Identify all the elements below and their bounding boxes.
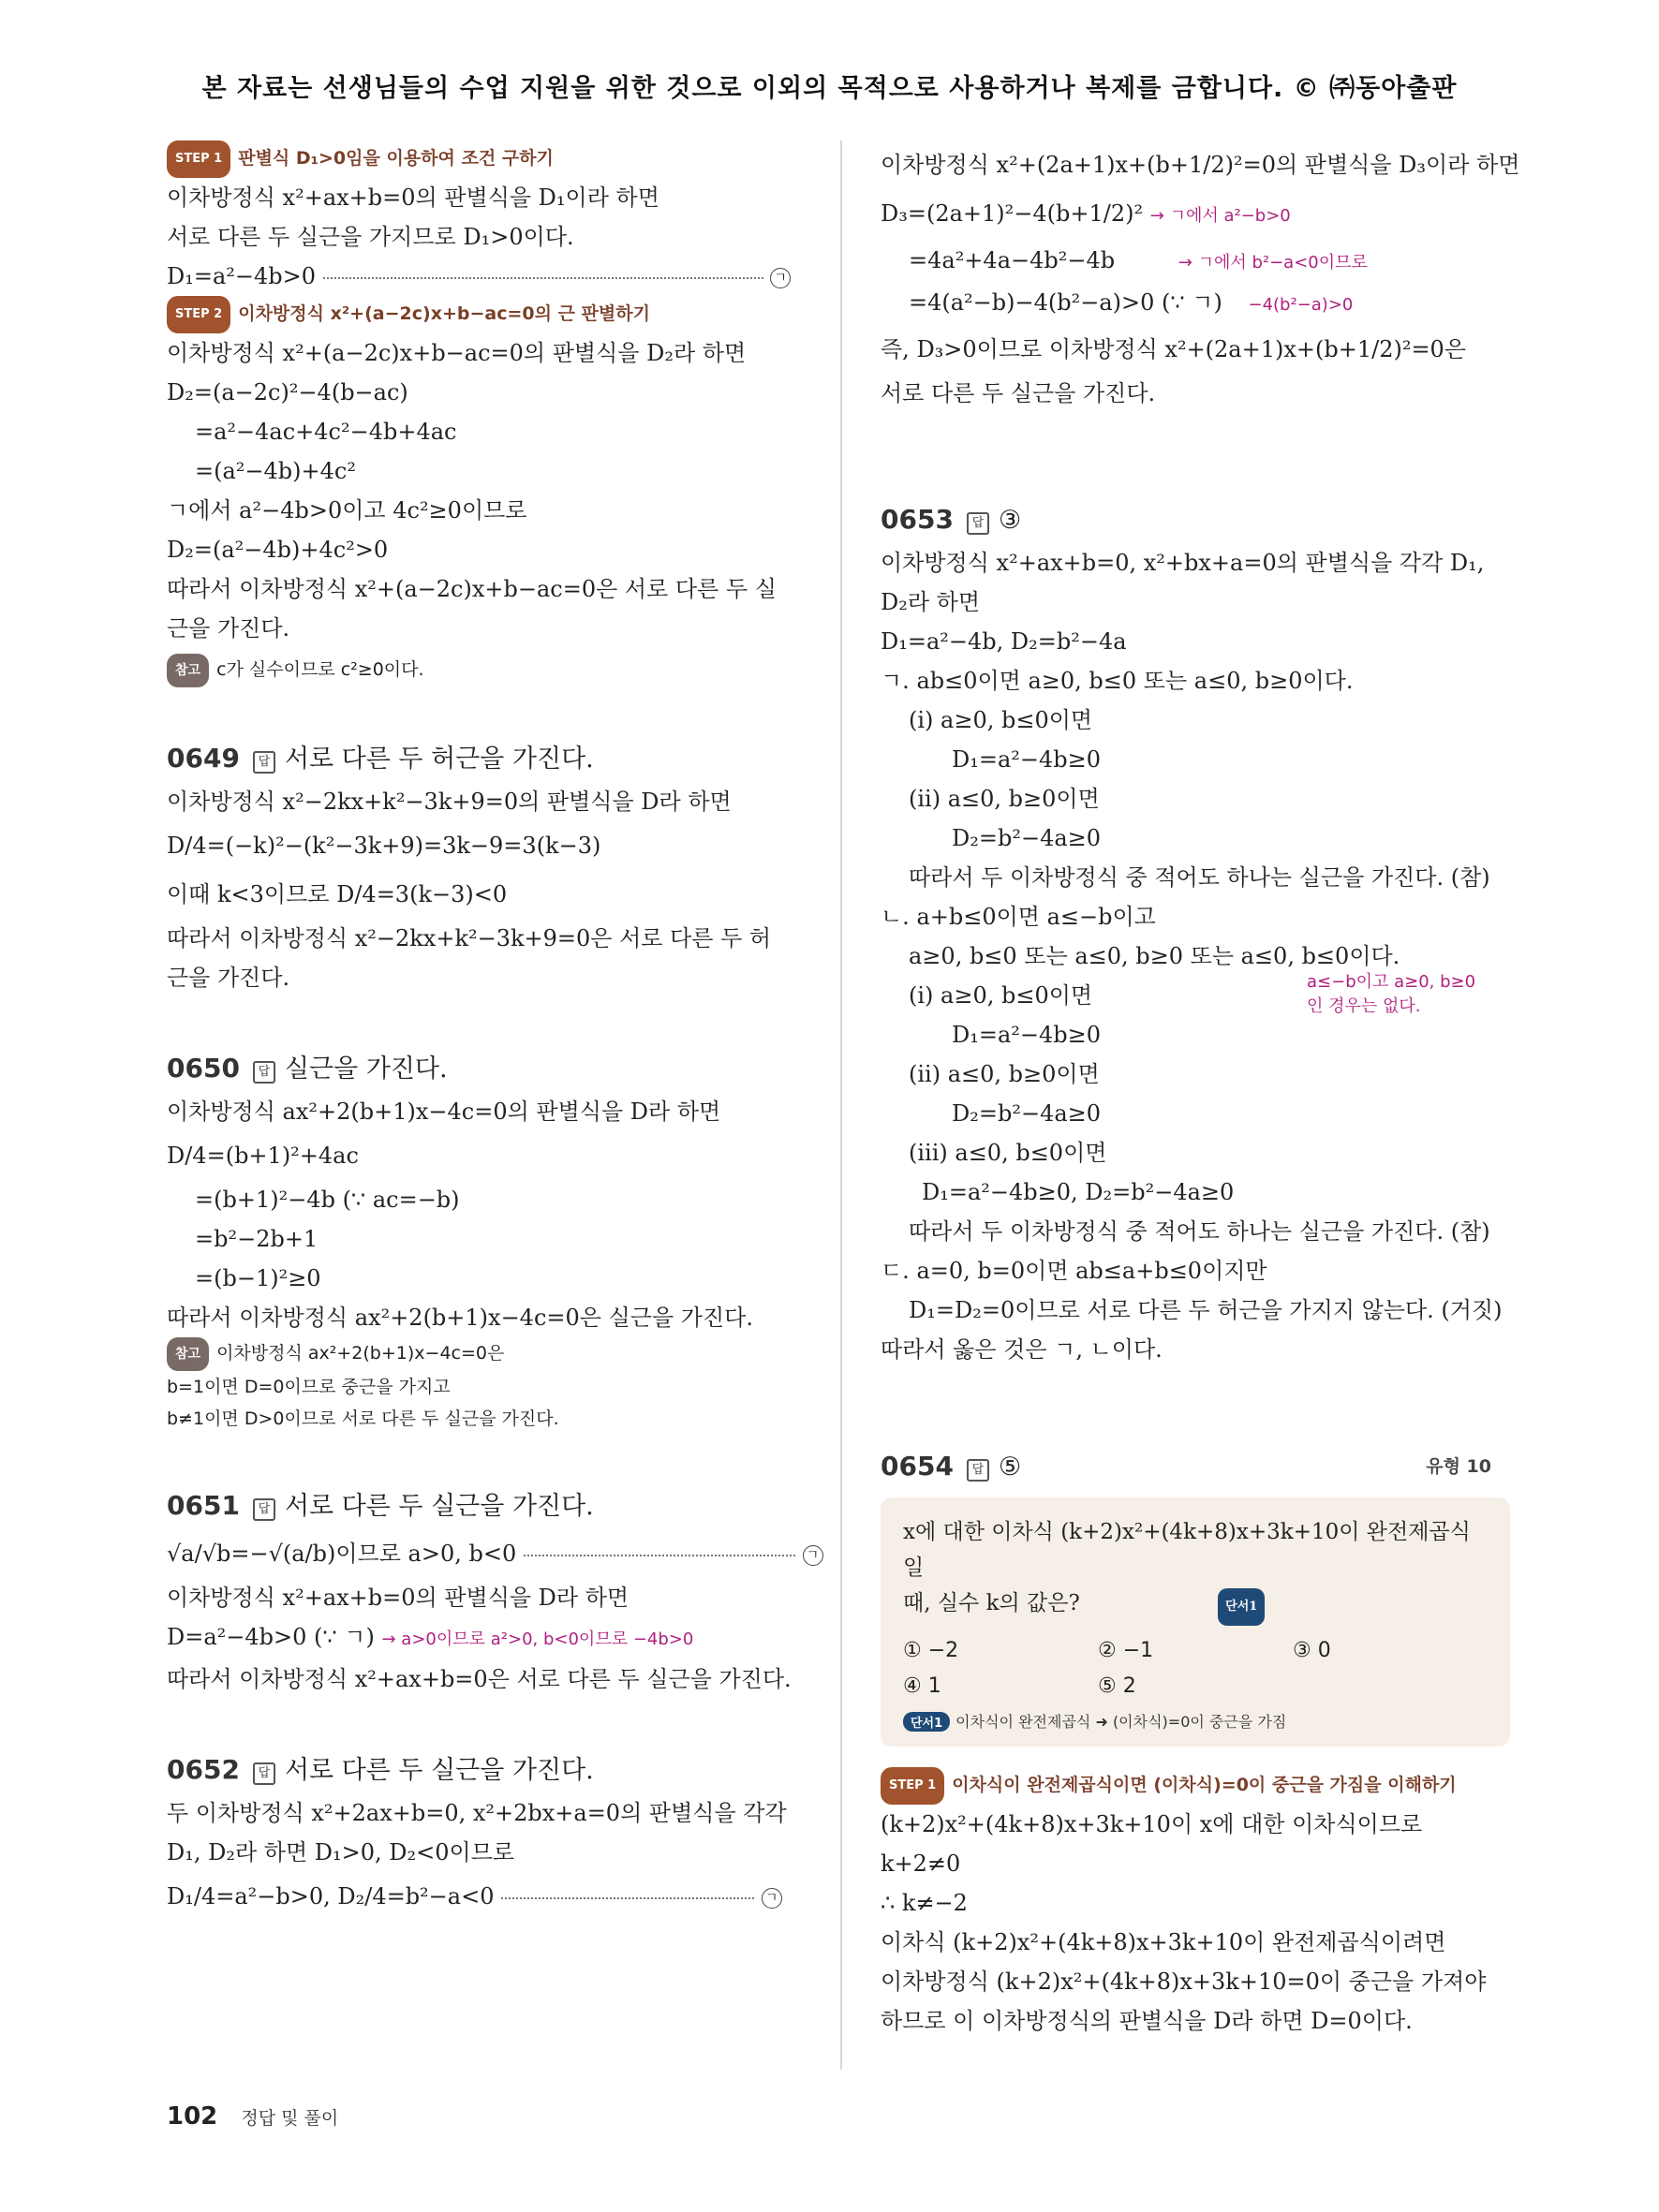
- reference-note-line: b≠1이면 D>0이므로 서로 다른 두 실근을 가진다.: [167, 1408, 559, 1429]
- eq-line: k+2≠0: [881, 1851, 961, 1877]
- eq-line: D₂=b²−4a≥0: [952, 1100, 1102, 1127]
- text-line: (ii) a≤0, b≥0이면: [909, 786, 1100, 812]
- text-line: 즉, D₃>0이므로 이차방정식 x²+(2a+1)x+(b+1/2)²=0은: [881, 336, 1467, 362]
- eq-line: √a/√b=−√(a/b)이므로 a>0, b<0 ㄱ: [167, 1529, 804, 1578]
- question-box: [881, 1497, 1510, 1747]
- text-line: 따라서 이차방정식 x²−2kx+k²−3k+9=0은 서로 다른 두 허: [167, 925, 772, 951]
- option: ④ 1: [903, 1674, 941, 1698]
- text-line: 이차방정식 (k+2)x²+(4k+8)x+3k+10=0이 중근을 가져야: [881, 1969, 1487, 1995]
- eq-line: D₂=(a²−4b)+4c²>0: [167, 537, 389, 563]
- magenta-annotation: → ㄱ에서 a²−b>0: [1149, 206, 1291, 226]
- left-column: [167, 140, 820, 1921]
- question-text: x에 대한 이차식 (k+2)x²+(4k+8)x+3k+10이 완전제곱식일: [903, 1520, 1471, 1580]
- eq-line: D=a²−4b>0 (∵ ㄱ) → a>0이므로 a²>0, b<0이므로 −4b>0: [167, 1624, 694, 1650]
- problem-0654-heading: 0654 답 ⑤ 유형 10: [881, 1444, 1510, 1490]
- text-line: ㄱ에서 a²−4b>0이고 4c²≥0이므로: [167, 497, 527, 524]
- eq-line: D₁=a²−4b≥0, D₂=b²−4a≥0: [922, 1179, 1235, 1205]
- eq-line: =4a²+4a−4b²−4b → ㄱ에서 b²−a<0이므로: [909, 247, 1368, 273]
- answer-icon: 답: [253, 1762, 275, 1785]
- right-column: [881, 140, 1520, 2041]
- text-line: 이차식 (k+2)x²+(4k+8)x+3k+10이 완전제곱식이려면: [881, 1929, 1446, 1955]
- column-divider: [840, 140, 842, 2070]
- problem-0650-heading: 0650 답 실근을 가진다.: [167, 1053, 448, 1084]
- text-line: 이차방정식 x²+ax+b=0의 판별식을 D₁이라 하면: [167, 184, 659, 211]
- magenta-annotation: −4(b²−a)>0: [1248, 295, 1354, 315]
- step-badge: STEP 1: [881, 1767, 944, 1805]
- type-tag: 유형 10: [1426, 1456, 1491, 1477]
- eq-line: ∴ k≠−2: [881, 1890, 968, 1916]
- eq-line: D₁=a²−4b≥0: [952, 1022, 1102, 1048]
- text-line: 서로 다른 두 실근을 가진다.: [881, 380, 1156, 406]
- options-row: [903, 1633, 1488, 1669]
- eq-line: =a²−4ac+4c²−4b+4ac: [195, 419, 457, 445]
- text-line: 따라서 두 이차방정식 중 적어도 하나는 실근을 가진다. (참): [909, 1218, 1490, 1245]
- problem-0653-heading: 0653 답 ③: [881, 504, 1022, 535]
- text-line: (i) a≥0, b≤0이면 a≤−b이고 a≥0, b≥0 인 경우는 없다.: [881, 976, 1510, 1015]
- eq-line: D₂=b²−4a≥0: [952, 825, 1102, 851]
- eq-line: =(b−1)²≥0: [195, 1265, 321, 1291]
- step1-heading: STEP 1 이차식이 완전제곱식이면 (이차식)=0이 중근을 가짐을 이해하기: [881, 1767, 1510, 1805]
- magenta-annotation: 인 경우는 없다.: [1307, 996, 1421, 1016]
- text-line: 이차방정식 x²+(a−2c)x+b−ac=0의 판별식을 D₂라 하면: [167, 340, 747, 366]
- text-line: 따라서 이차방정식 x²+ax+b=0은 서로 다른 두 실근을 가진다.: [167, 1666, 792, 1692]
- eq-line: D₁=a²−4b, D₂=b²−4a: [881, 628, 1127, 655]
- circle-g-marker: ㄱ: [762, 1888, 782, 1909]
- text-line: (i) a≥0, b≤0이면: [909, 707, 1093, 733]
- question-text: 때, 실수 k의 값은? 단서1: [903, 1585, 1488, 1626]
- eq-line: D/4=(b+1)²+4ac: [167, 1143, 359, 1169]
- eq-line: =(a²−4b)+4c²: [195, 458, 356, 484]
- text-line: D₁=D₂=0이므로 서로 다른 두 허근을 가지지 않는다. (거짓): [909, 1297, 1503, 1323]
- problem-0652-heading: 0652 답 서로 다른 두 실근을 가진다.: [167, 1754, 594, 1785]
- option: ① −2: [903, 1639, 959, 1662]
- circle-g-marker: ㄱ: [803, 1545, 823, 1566]
- eq-line: D₃=(2a+1)²−4(b+1/2)² → ㄱ에서 a²−b>0: [881, 200, 1291, 227]
- page-footer: [167, 2102, 338, 2131]
- reference-note: 참고 이차방정식 ax²+2(b+1)x−4c=0은: [167, 1337, 804, 1371]
- text-line: ㄴ. a+b≤0이면 a≤−b이고: [881, 904, 1156, 930]
- option: ② −1: [1098, 1639, 1154, 1662]
- text-line: 따라서 두 이차방정식 중 적어도 하나는 실근을 가진다. (참): [909, 864, 1490, 891]
- magenta-annotation: → ㄱ에서 b²−a<0이므로: [1178, 253, 1368, 273]
- page-number: 102: [167, 2102, 218, 2131]
- eq-line: D/4=(−k)²−(k²−3k+9)=3k−9=3(k−3): [167, 833, 601, 859]
- problem-0649-heading: 0649 답 서로 다른 두 허근을 가진다.: [167, 743, 594, 774]
- text-line: 따라서 옳은 것은 ㄱ, ㄴ이다.: [881, 1336, 1163, 1363]
- reference-note: 참고 c가 실수이므로 c²≥0이다.: [167, 654, 804, 687]
- text-line: 이차방정식 x²+ax+b=0, x²+bx+a=0의 판별식을 각각 D₁,: [881, 550, 1485, 576]
- eq-line: 이때 k<3이므로 D/4=3(k−3)<0: [167, 881, 508, 907]
- eq-line: D₁=a²−4b≥0: [952, 746, 1102, 773]
- text-line: 두 이차방정식 x²+2ax+b=0, x²+2bx+a=0의 판별식을 각각: [167, 1800, 787, 1826]
- answer-icon: 답: [253, 1061, 275, 1084]
- step-badge: STEP 1: [167, 140, 230, 178]
- text-line: (ii) a≤0, b≥0이면: [909, 1061, 1100, 1087]
- copyright-header: 본 자료는 선생님들의 수업 지원을 위한 것으로 이외의 목적으로 사용하거나 복제를 금합니다. © ㈜동아출판: [201, 74, 1458, 103]
- text-line: a≥0, b≤0 또는 a≤0, b≥0 또는 a≤0, b≤0이다.: [909, 943, 1400, 969]
- text-line: 따라서 이차방정식 ax²+2(b+1)x−4c=0은 실근을 가진다.: [167, 1305, 753, 1331]
- step2-heading: STEP 2 이차방정식 x²+(a−2c)x+b−ac=0의 근 판별하기: [167, 296, 804, 333]
- magenta-annotation: → a>0이므로 a²>0, b<0이므로 −4b>0: [381, 1630, 694, 1649]
- reference-note-line: b=1이면 D=0이므로 중근을 가지고: [167, 1377, 451, 1397]
- footer-title: 정답 및 풀이: [241, 2108, 339, 2129]
- step-badge: STEP 2: [167, 296, 230, 333]
- circle-g-marker: ㄱ: [770, 268, 791, 288]
- text-line: (k+2)x²+(4k+8)x+3k+10이 x에 대한 이차식이므로: [881, 1811, 1423, 1837]
- text-line: 이차방정식 x²+ax+b=0의 판별식을 D라 하면: [167, 1585, 630, 1611]
- text-line: 따라서 이차방정식 x²+(a−2c)x+b−ac=0은 서로 다른 두 실: [167, 576, 777, 602]
- text-line: 근을 가진다.: [167, 615, 290, 641]
- answer-icon: 답: [967, 512, 989, 535]
- eq-line: =4(a²−b)−4(b²−a)>0 (∵ ㄱ) −4(b²−a)>0: [909, 289, 1354, 316]
- step1-heading: STEP 1 판별식 D₁>0임을 이용하여 조건 구하기: [167, 140, 804, 178]
- text-line: D₂라 하면: [881, 589, 981, 615]
- eq-line: D₁=a²−4b>0 ㄱ: [167, 257, 804, 296]
- option: ③ 0: [1293, 1639, 1331, 1662]
- clue-tag: 단서1: [1218, 1588, 1265, 1626]
- magenta-annotation: a≤−b이고 a≥0, b≥0: [1307, 972, 1476, 992]
- answer-icon: 답: [253, 751, 275, 774]
- clue-line: 단서1 이차식이 완전제곱식 ➜ (이차식)=0이 중근을 가짐: [903, 1710, 1488, 1732]
- text-line: 하므로 이 이차방정식의 판별식을 D라 하면 D=0이다.: [881, 2008, 1413, 2034]
- answer-icon: 답: [967, 1459, 989, 1482]
- option: ⑤ 2: [1098, 1674, 1136, 1698]
- eq-line: =b²−2b+1: [195, 1226, 318, 1252]
- eq-line: =(b+1)²−4b (∵ ac=−b): [195, 1187, 460, 1213]
- eq-line: D₂=(a−2c)²−4(b−ac): [167, 379, 408, 406]
- answer-icon: 답: [253, 1498, 275, 1521]
- text-line: D₁, D₂라 하면 D₁>0, D₂<0이므로: [167, 1839, 515, 1865]
- text-line: ㄱ. ab≤0이면 a≥0, b≤0 또는 a≤0, b≥0이다.: [881, 668, 1354, 694]
- text-line: ㄷ. a=0, b=0이면 ab≤a+b≤0이지만: [881, 1258, 1267, 1284]
- text-line: 이차방정식 x²−2kx+k²−3k+9=0의 판별식을 D라 하면: [167, 789, 732, 815]
- options-row: [903, 1669, 1488, 1704]
- text-line: 서로 다른 두 실근을 가지므로 D₁>0이다.: [167, 224, 574, 250]
- text-line: 이차방정식 x²+(2a+1)x+(b+1/2)²=0의 판별식을 D₃이라 하면: [881, 152, 1520, 178]
- eq-line: D₁/4=a²−b>0, D₂/4=b²−a<0 ㄱ: [167, 1872, 804, 1921]
- text-line: 근을 가진다.: [167, 965, 290, 991]
- text-line: 이차방정식 ax²+2(b+1)x−4c=0의 판별식을 D라 하면: [167, 1099, 721, 1125]
- problem-0651-heading: 0651 답 서로 다른 두 실근을 가진다.: [167, 1490, 594, 1521]
- text-line: (iii) a≤0, b≤0이면: [909, 1140, 1107, 1166]
